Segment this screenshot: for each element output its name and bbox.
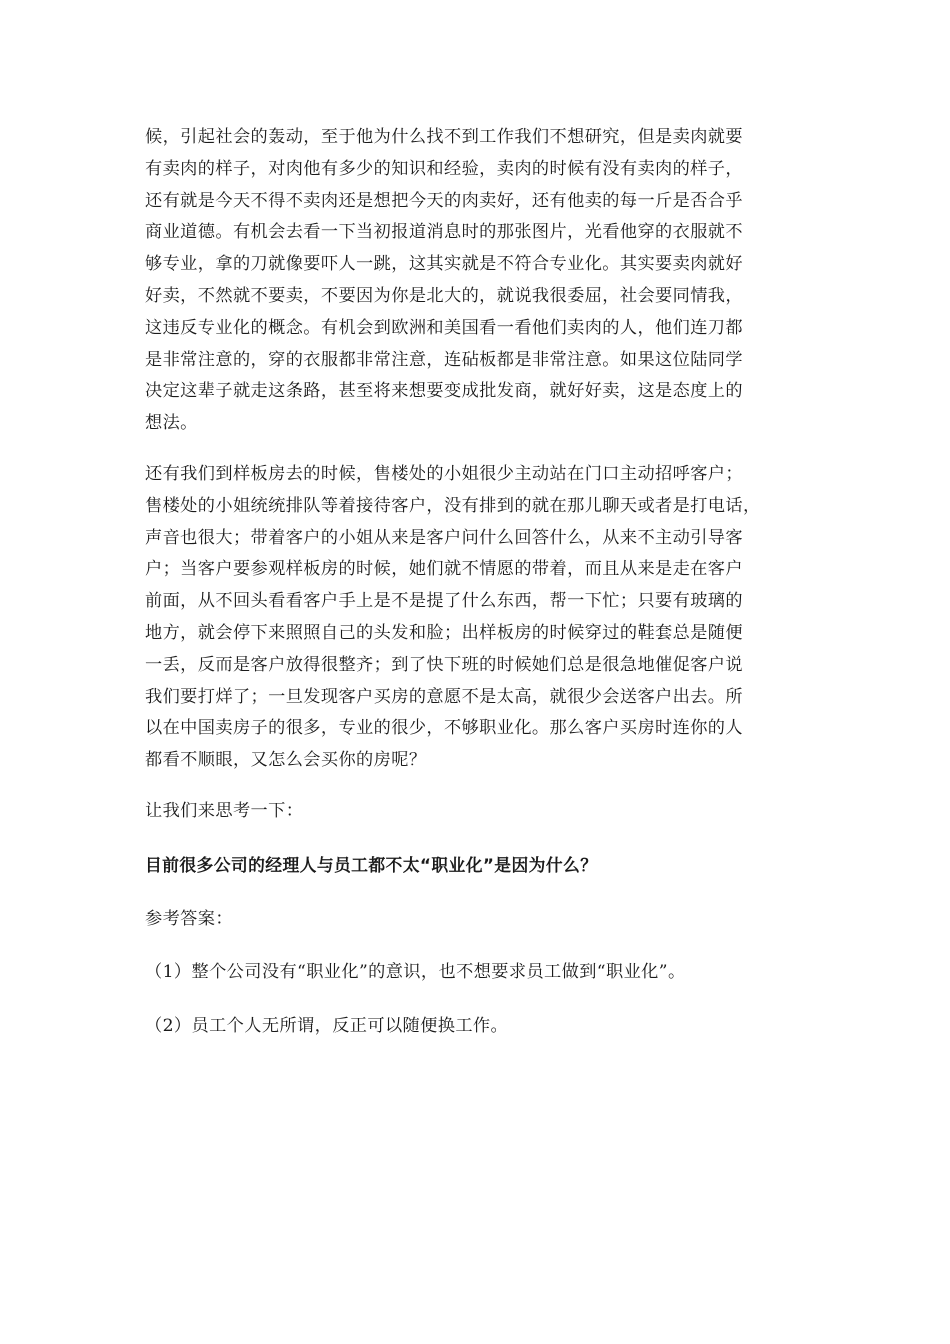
paragraph-butcher-story: [145, 122, 810, 440]
answer-item: （1）整个公司没有“职业化”的意识，也不想要求员工做到“职业化”。: [145, 962, 686, 983]
text-line: 以在中国卖房子的很多，专业的很少，不够职业化。那么客户买房时连你的人: [145, 718, 743, 739]
text-line: 户；当客户要参观样板房的时候，她们就不情愿的带着，而且从来是走在客户: [145, 559, 743, 580]
think-prompt: 让我们来思考一下：: [145, 800, 304, 821]
answer-label: 参考答案：: [145, 908, 233, 929]
text-line: 是非常注意的，穿的衣服都非常注意，连砧板都是非常注意。如果这位陆同学: [145, 349, 743, 370]
question-heading: 目前很多公司的经理人与员工都不太“职业化”是因为什么？: [145, 854, 598, 875]
text-line: 我们要打烊了；一旦发现客户买房的意愿不是太高，就很少会送客户出去。所: [145, 686, 743, 707]
text-line: 候，引起社会的轰动，至于他为什么找不到工作我们不想研究，但是卖肉就要: [145, 127, 743, 147]
text-line: 够专业，拿的刀就像要吓人一跳，这其实就是不符合专业化。其实要卖肉就好: [145, 254, 743, 275]
text-line: 还有我们到样板房去的时候，售楼处的小姐很少主动站在门口主动招呼客户；: [145, 463, 743, 484]
paragraph-sales-office: [145, 459, 810, 777]
text-line: 一丢，反而是客户放得很整齐；到了快下班的时候她们总是很急地催促客户说: [145, 654, 743, 675]
text-line: 售楼处的小姐统统排队等着接待客户，没有排到的就在那儿聊天或者是打电话，: [145, 495, 761, 516]
text-line: 都看不顺眼，又怎么会买你的房呢？: [145, 750, 427, 771]
text-line: 有卖肉的样子，对肉他有多少的知识和经验，卖肉的时候有没有卖肉的样子，: [145, 158, 743, 179]
text-line: 前面，从不回头看看客户手上是不是提了什么东西，帮一下忙；只要有玻璃的: [145, 591, 743, 612]
text-line: 还有就是今天不得不卖肉还是想把今天的肉卖好，还有他卖的每一斤是否合乎: [145, 190, 743, 211]
text-line: 声音也很大；带着客户的小姐从来是客户问什么回答什么，从来不主动引导客: [145, 527, 743, 548]
answer-item: （2）员工个人无所谓，反正可以随便换工作。: [145, 1016, 509, 1037]
text-line: 决定这辈子就走这条路，甚至将来想要变成批发商，就好好卖，这是态度上的: [145, 381, 743, 402]
text-line: 地方，就会停下来照照自己的头发和脸；出样板房的时候穿过的鞋套总是随便: [145, 622, 743, 643]
text-line: 这违反专业化的概念。有机会到欧洲和美国看一看他们卖肉的人，他们连刀都: [145, 317, 743, 338]
text-line: 想法。: [145, 413, 198, 434]
text-line: 好卖，不然就不要卖，不要因为你是北大的，就说我很委屈，社会要同情我，: [145, 285, 743, 306]
text-line: 商业道德。有机会去看一下当初报道消息时的那张图片，光看他穿的衣服就不: [145, 222, 743, 243]
document-page: [145, 122, 810, 1043]
